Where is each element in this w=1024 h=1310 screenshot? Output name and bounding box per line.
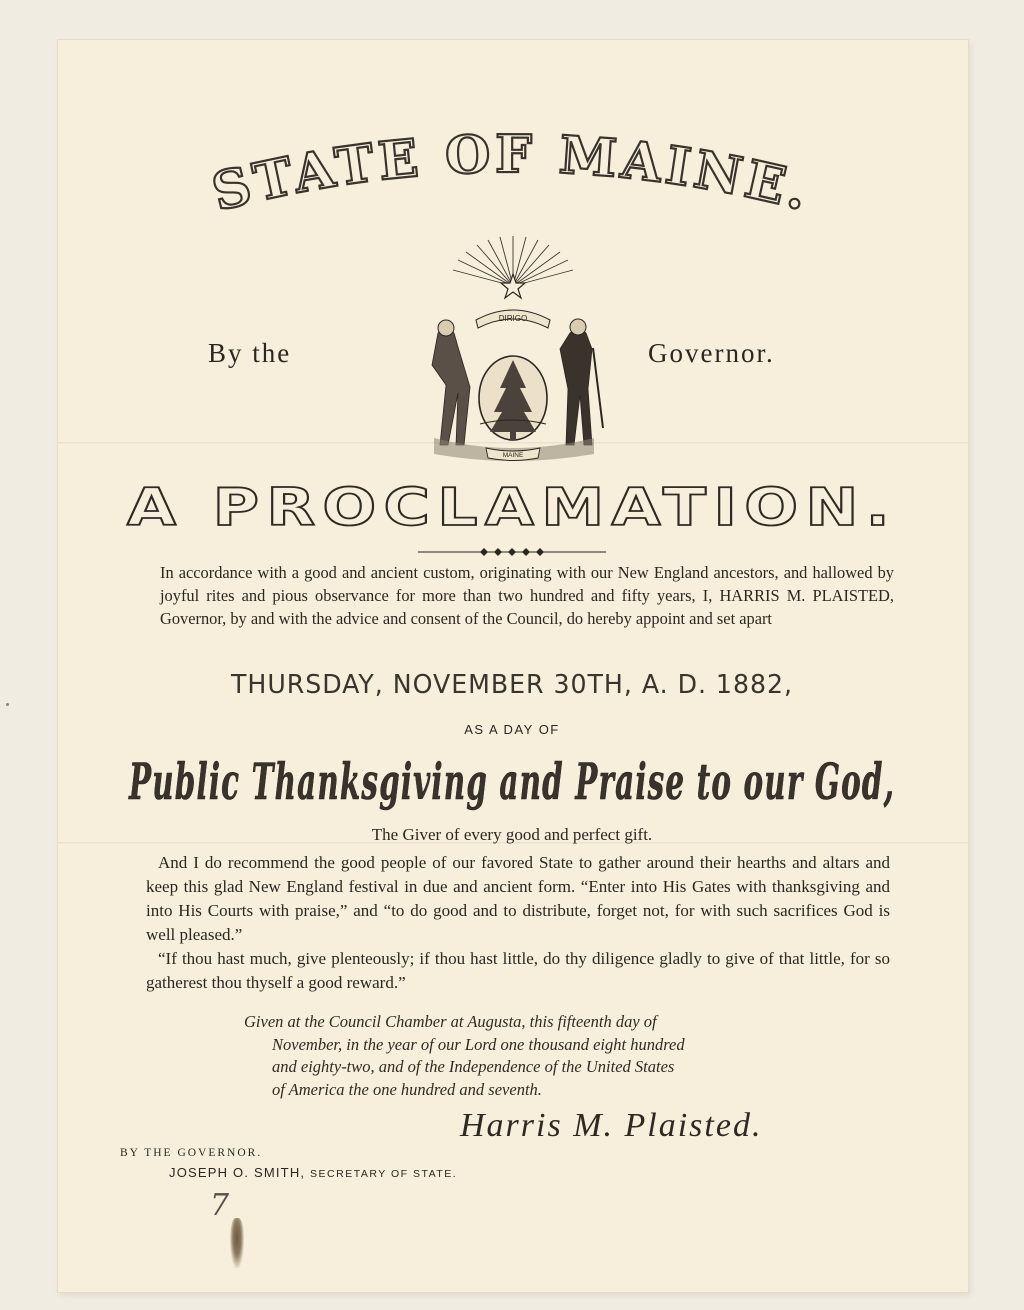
governor-label: Governor.	[648, 338, 775, 368]
by-the-label: By the	[208, 338, 292, 368]
ornament-divider	[418, 546, 606, 558]
seal-motto: DIRIGO	[498, 314, 528, 323]
proclamation-heading	[0, 468, 1024, 538]
secretary-title: SECRETARY OF STATE.	[310, 1168, 458, 1180]
recommend-paragraph-1: And I do recommend the good people of our favored State to gather around their hearths and altars and keep this glad New England festival in due and ancient form. “Enter into His Gates with thanksgiving and into His Courts with praise,” and “to do good and to distribute, forget not, for with such sacrifices God is well pleased.”	[146, 853, 890, 944]
given-at-block	[244, 1011, 894, 1101]
secretary-line	[169, 1165, 457, 1180]
date-line: THURSDAY, NOVEMBER 30TH, A. D. 1882,	[231, 670, 793, 700]
thanksgiving-heading-text: Public Thanksgiving and Praise to our God,	[127, 752, 896, 811]
thanksgiving-heading	[0, 735, 1024, 821]
secretary-name: JOSEPH O. SMITH,	[169, 1165, 306, 1180]
giver-line: The Giver of every good and perfect gift.	[371, 825, 653, 844]
recommend-block	[146, 851, 890, 995]
given-line: Given at the Council Chamber at Augusta, this fifteenth day of	[244, 1012, 657, 1031]
by-the-governor-footer: BY THE GOVERNOR.	[120, 1147, 263, 1159]
state-title-text: STATE OF MAINE.	[206, 128, 819, 224]
ink-stain	[230, 1218, 244, 1268]
as-a-day-of-label: AS A DAY OF	[464, 722, 560, 737]
state-seal-icon	[398, 228, 628, 466]
given-line: of America the one hundred and seventh.	[272, 1079, 542, 1099]
governor-signature: Harris M. Plaisted.	[460, 1107, 763, 1144]
intro-paragraph: In accordance with a good and ancient custom, originating with our New England ancestors, and hallowed by joyful rites and pious observance for more than two hundred and fifty years, I, HARRIS M. PLAISTED, Governor, by and with the advice and consent of the Council, do hereby appoint and set apart	[160, 563, 894, 628]
seal-scroll-label: MAINE	[502, 452, 524, 459]
given-line: and eighty-two, and of the Independence of the United States	[272, 1057, 675, 1076]
handwritten-mark: 7	[210, 1188, 230, 1223]
margin-speck	[6, 703, 9, 706]
given-line: November, in the year of our Lord one thousand eight hundred	[272, 1034, 685, 1054]
recommend-paragraph-2: “If thou hast much, give plenteously; if thou hast little, do thy diligence gladly to give of that little, for so gatherest thou thyself a good reward.”	[146, 949, 890, 992]
proclamation-heading-text: A PROCLAMATION.	[127, 478, 897, 538]
